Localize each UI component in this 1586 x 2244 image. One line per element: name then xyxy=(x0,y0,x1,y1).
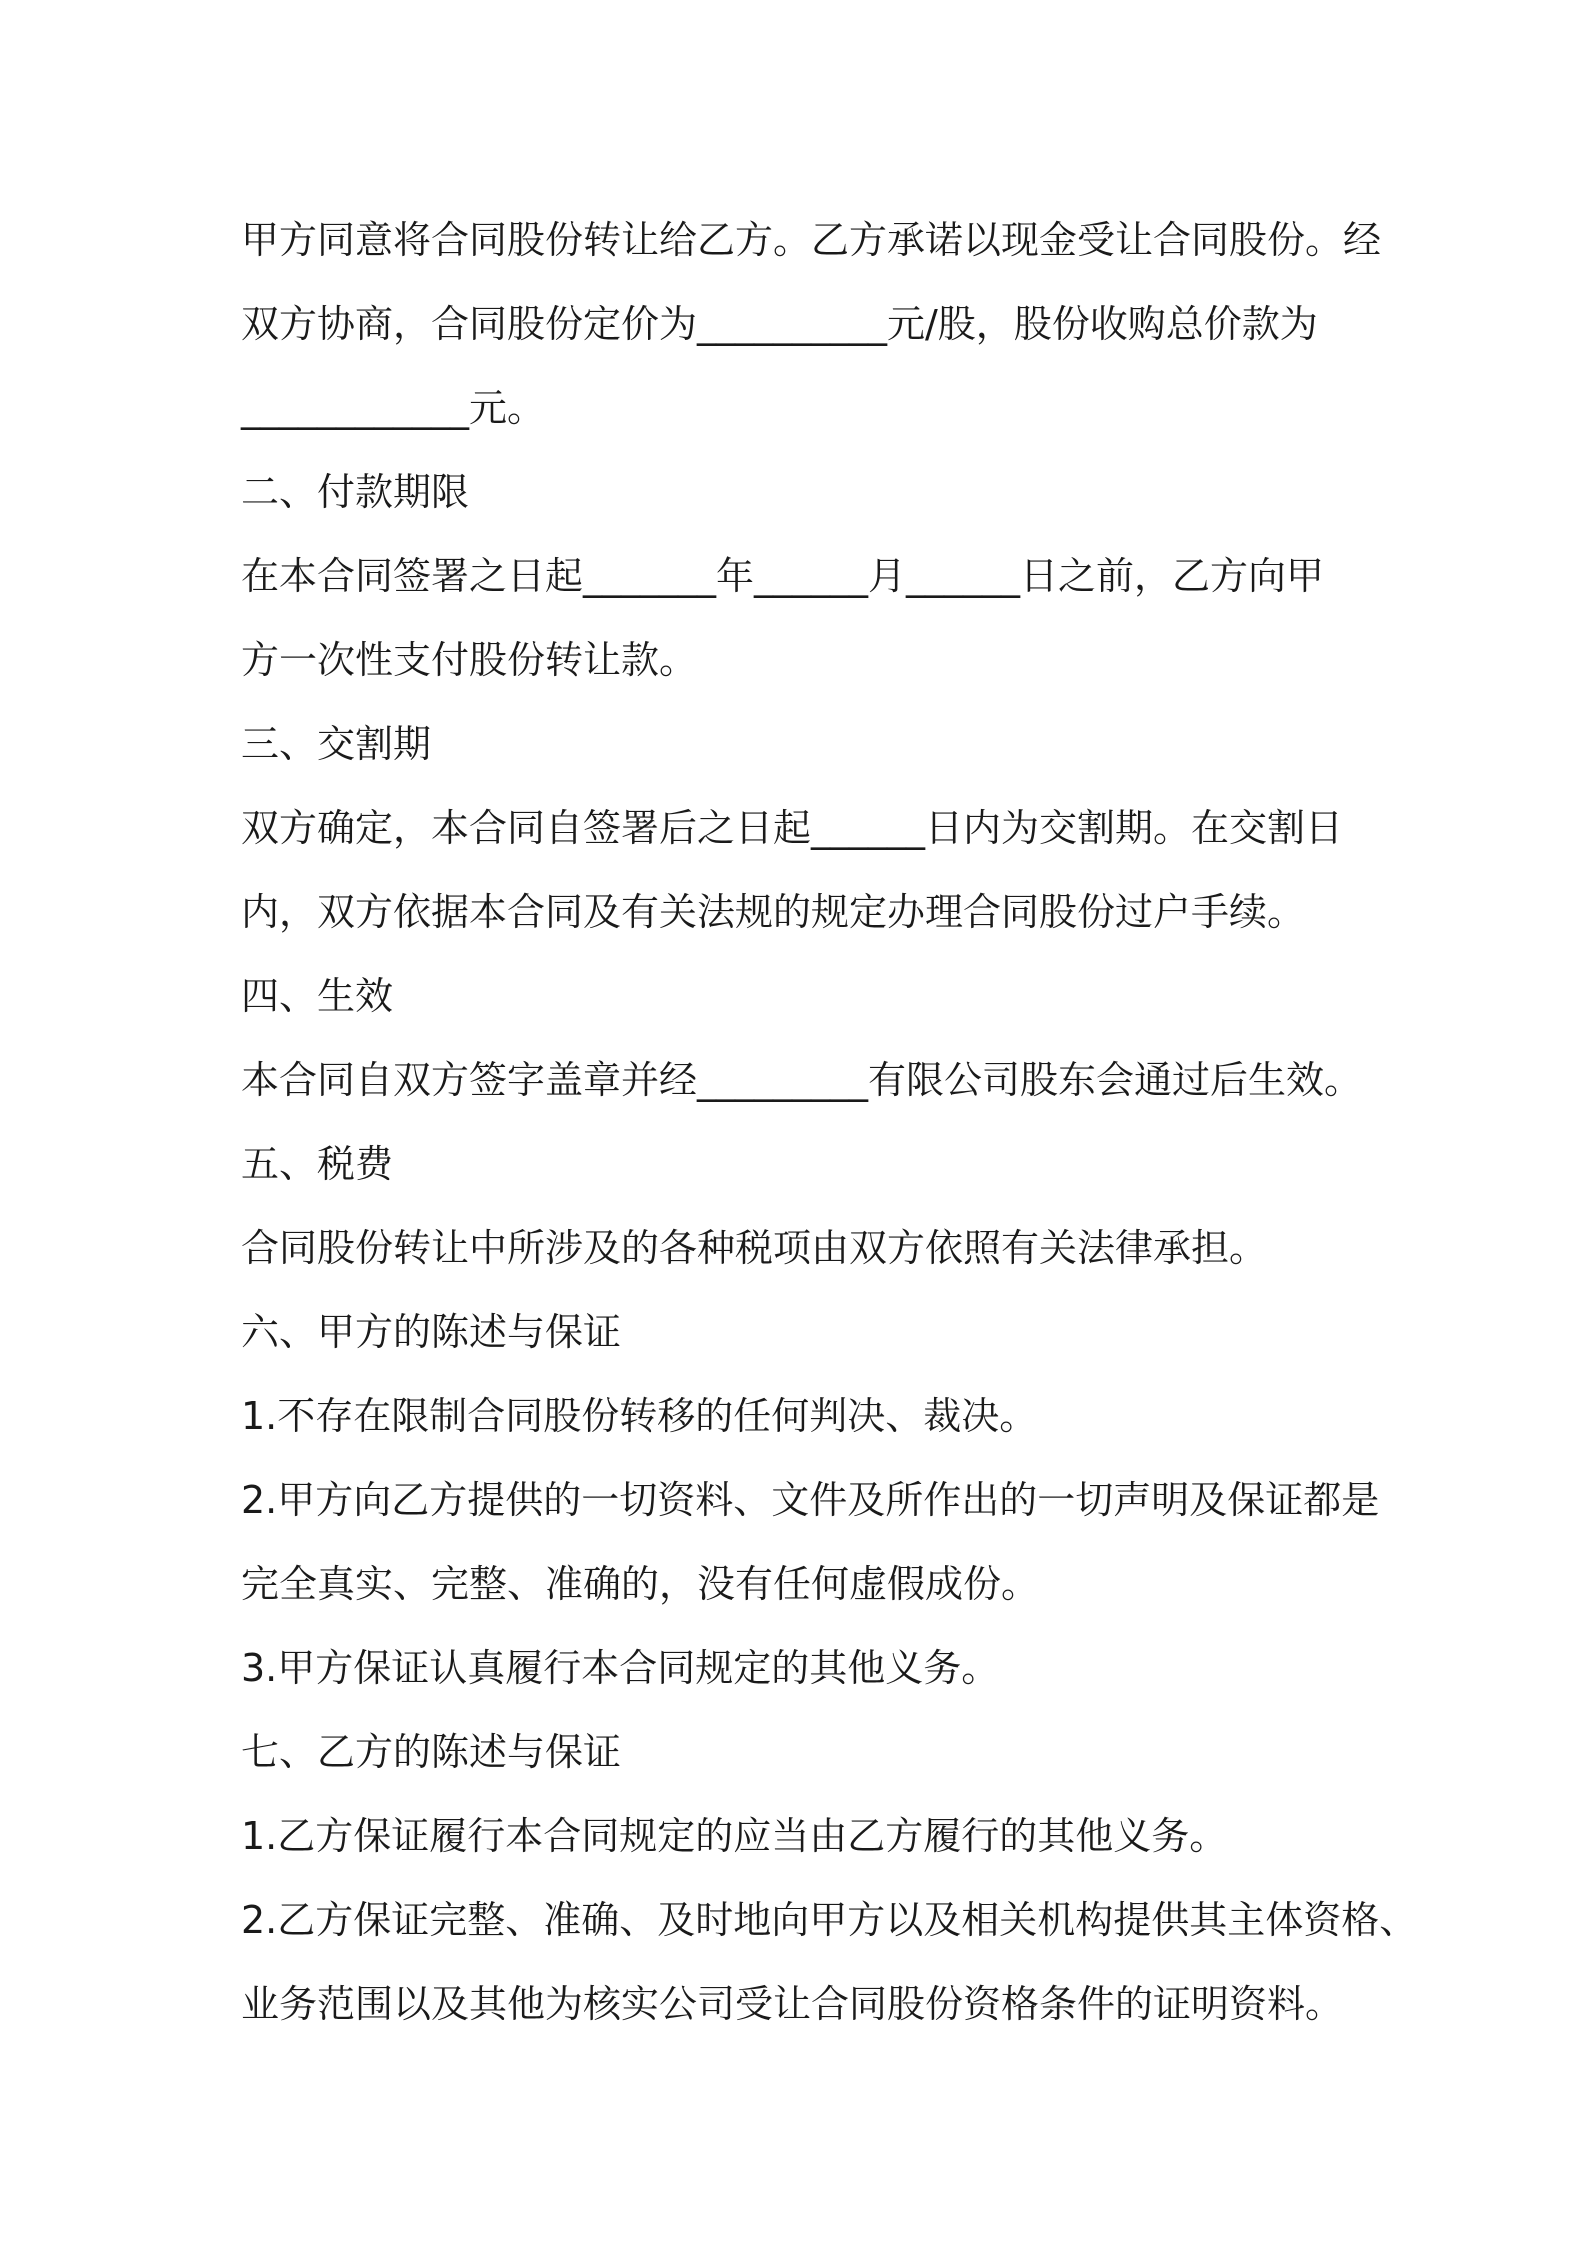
section-heading-party-b-warranties: 七、乙方的陈述与保证 xyxy=(241,1730,622,1774)
list-item: 3.甲方保证认真履行本合同规定的其他义务。 xyxy=(241,1646,1000,1690)
section-heading-party-a-warranties: 六、甲方的陈述与保证 xyxy=(241,1310,622,1354)
paragraph-line: 在本合同签署之日起_______年______月______日之前，乙方向甲 xyxy=(241,554,1325,598)
section-heading-payment-term: 二、付款期限 xyxy=(241,470,470,514)
list-item: 2.甲方向乙方提供的一切资料、文件及所作出的一切声明及保证都是 xyxy=(241,1478,1380,1522)
paragraph-line: 甲方同意将合同股份转让给乙方。乙方承诺以现金受让合同股份。经 xyxy=(241,218,1382,262)
document-body xyxy=(241,198,1418,2046)
list-item: 1.不存在限制合同股份转移的任何判决、裁决。 xyxy=(241,1394,1038,1438)
section-heading-taxes: 五、税费 xyxy=(241,1142,394,1186)
section-heading-delivery-period: 三、交割期 xyxy=(241,722,432,766)
paragraph-line: 业务范围以及其他为核实公司受让合同股份资格条件的证明资料。 xyxy=(241,1982,1344,2026)
list-item: 2.乙方保证完整、准确、及时地向甲方以及相关机构提供其主体资格、 xyxy=(241,1898,1418,1942)
list-item: 1.乙方保证履行本合同规定的应当由乙方履行的其他义务。 xyxy=(241,1814,1228,1858)
paragraph-line: ____________元。 xyxy=(241,386,546,430)
paragraph-line: 方一次性支付股份转让款。 xyxy=(241,638,698,682)
paragraph-line: 本合同自双方签字盖章并经_________有限公司股东会通过后生效。 xyxy=(241,1058,1363,1102)
paragraph-line: 双方协商，合同股份定价为__________元/股，股份收购总价款为 xyxy=(241,302,1318,346)
paragraph-line: 内，双方依据本合同及有关法规的规定办理合同股份过户手续。 xyxy=(241,890,1306,934)
paragraph-line: 完全真实、完整、准确的，没有任何虚假成份。 xyxy=(241,1562,1040,1606)
paragraph-line: 双方确定，本合同自签署后之日起______日内为交割期。在交割日 xyxy=(241,806,1344,850)
section-heading-effectiveness: 四、生效 xyxy=(241,974,394,1018)
paragraph-line: 合同股份转让中所涉及的各种税项由双方依照有关法律承担。 xyxy=(241,1226,1268,1270)
